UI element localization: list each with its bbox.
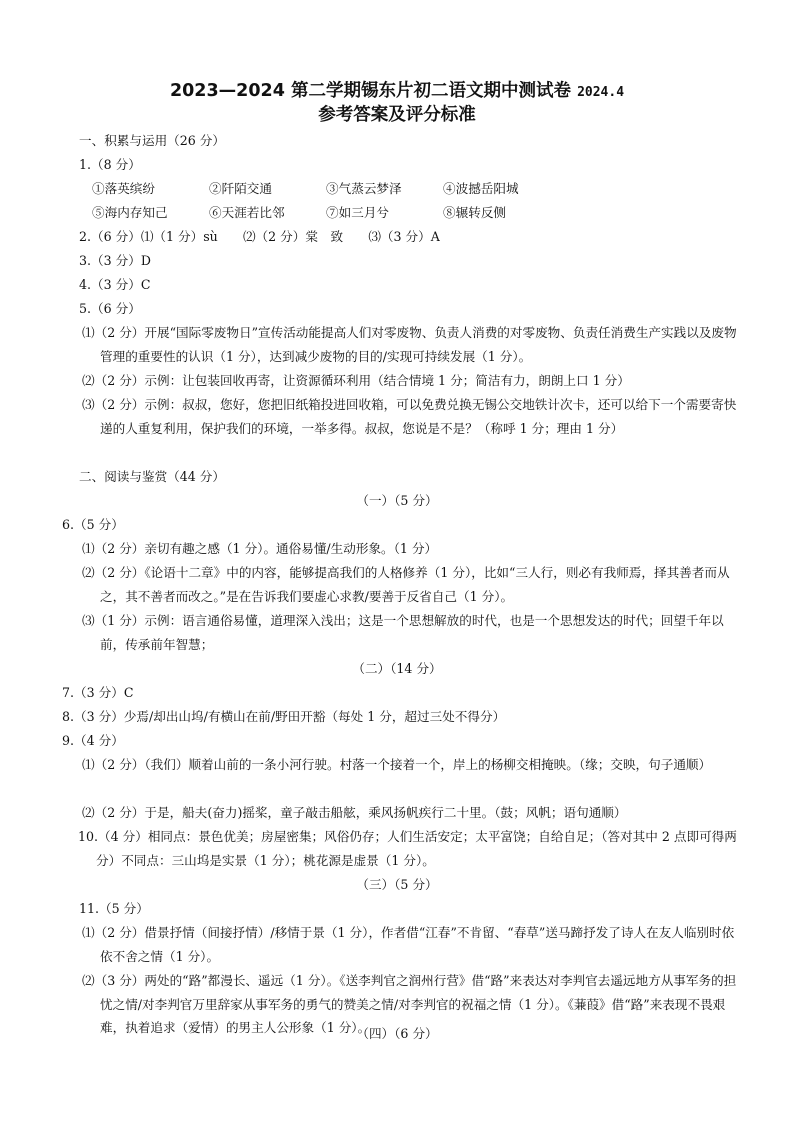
q11-part-2: ⑵（3 分）两处的“路”都漫长、遥远（1 分）。《送李判官之润州行营》借“路”来表达对李判官去遥远地方从事军务的担忧之情/对李判官万里辞家从事军务的勇气的赞美之情/对李判官的祝福之情（1 分）。《蒹葭》借“路”来表现不畏艰难，执着追求（爱情）的男主人公形象（1 分）。 <box>82 973 737 1035</box>
exam-subtitle: 参考答案及评分标准 <box>318 105 476 125</box>
q6-label: 6.（5 分） <box>62 517 124 532</box>
q11-label: 11.（5 分） <box>79 901 149 916</box>
q9-label: 9.（4 分） <box>62 733 124 748</box>
q11-part-1: ⑴（2 分）借景抒情（间接抒情）/移情于景（1 分），作者借“江春”不肯留、“春草”送马蹄抒发了诗人在友人临别时依依不舍之情（1 分）。 <box>82 925 735 964</box>
q3-answer: 3.（3 分）D <box>79 253 151 268</box>
q1-row-1 <box>92 181 556 197</box>
q6-part-3: ⑶（1 分）示例：语言通俗易懂，道理深入浅出；这是一个思想解放的时代，也是一个思想发达的时代；回望千年以前，传承前年智慧； <box>82 613 724 652</box>
q5-part-3: ⑶（2 分）示例：叔叔，您好，您把旧纸箱投进回收箱，可以免费兑换无锡公交地铁计次卡，还可以给下一个需要寄快递的人重复利用，保护我们的环境，一举多得。叔叔，您说是不是？（称呼 1 分；理由 1 分） <box>82 397 737 436</box>
section-heading-2: 二、阅读与鉴赏（44 分） <box>79 469 225 484</box>
q2-answer: 2.（6 分）⑴（1 分）sù ⑵（2 分）棠 致 ⑶（3 分）A <box>79 229 440 244</box>
q1-row-2 <box>92 205 556 221</box>
q1-answer: ⑧辗转反侧 <box>443 205 507 220</box>
q1-answer: ④波撼岳阳城 <box>443 181 519 196</box>
q6-part-2: ⑵（2 分）《论语十二章》中的内容，能够提高我们的人格修养（1 分），比如“三人行，则必有我师焉，择其善者而从之，其不善者而改之。”是在告诉我们要虚心求教/要善于反省自己（1 分）。 <box>82 565 730 604</box>
exam-date: 2024.4 <box>577 85 625 100</box>
part-heading-2: （二）（14 分） <box>352 661 442 676</box>
q5-label: 5.（6 分） <box>79 301 141 316</box>
q10-answer: 10.（4 分）相同点：景色优美；房屋密集；风俗仍存；人们生活安定；太平富饶；自给自足；（答对其中 2 点即可得两分）不同点：三山坞是实景（1 分）；桃花源是虚景（1 分）。 <box>78 829 737 868</box>
q7-answer: 7.（3 分）C <box>62 685 134 700</box>
exam-title-text: 2023—2024 第二学期锡东片初二语文期中测试卷 <box>169 81 571 101</box>
q1-answer: ⑥天涯若比邻 <box>209 205 285 220</box>
q1-answer: ②阡陌交通 <box>209 181 272 196</box>
exam-title <box>0 80 794 104</box>
q9-part-2: ⑵（2 分）于是，船夫(奋力)摇桨，童子敲击船舷，乘风扬帆疾行二十里。（鼓；风帆；语句通顺） <box>82 805 627 820</box>
q9-part-1: ⑴（2 分）（我们）顺着山前的一条小河行驶。村落一个接着一个，岸上的杨柳交相掩映。（缘；交映，句子通顺） <box>82 757 712 772</box>
q1-answer: ③气蒸云梦泽 <box>326 181 402 196</box>
q4-answer: 4.（3 分）C <box>79 277 151 292</box>
q1-answer: ⑤海内存知己 <box>92 205 168 220</box>
q8-answer: 8.（3 分）少焉/却出山坞/有横山在前/野田开豁（每处 1 分，超过三处不得分） <box>62 709 506 724</box>
part-heading-4: （四）（6 分） <box>356 1026 438 1041</box>
part-heading-3: （三）（5 分） <box>356 877 438 892</box>
section-heading-1: 一、积累与运用（26 分） <box>79 133 225 148</box>
q1-answer: ⑦如三月兮 <box>326 205 389 220</box>
q5-part-1: ⑴（2 分）开展“国际零废物日”宣传活动能提高人们对零废物、负责人消费的对零废物、负责任消费生产实践以及废物管理的重要性的认识（1 分），达到减少废物的目的/实现可持续发展（1 分）。 <box>82 325 737 364</box>
q1-answer: ①落英缤纷 <box>92 181 155 196</box>
q6-part-1: ⑴（2 分）亲切有趣之感（1 分）。通俗易懂/生动形象。（1 分） <box>82 541 438 556</box>
q1-label: 1.（8 分） <box>79 157 141 172</box>
q5-part-2: ⑵（2 分）示例：让包装回收再寄，让资源循环利用（结合情境 1 分；简洁有力，朗朗上口 1 分） <box>82 373 630 388</box>
part-heading-1: （一）（5 分） <box>356 493 438 508</box>
